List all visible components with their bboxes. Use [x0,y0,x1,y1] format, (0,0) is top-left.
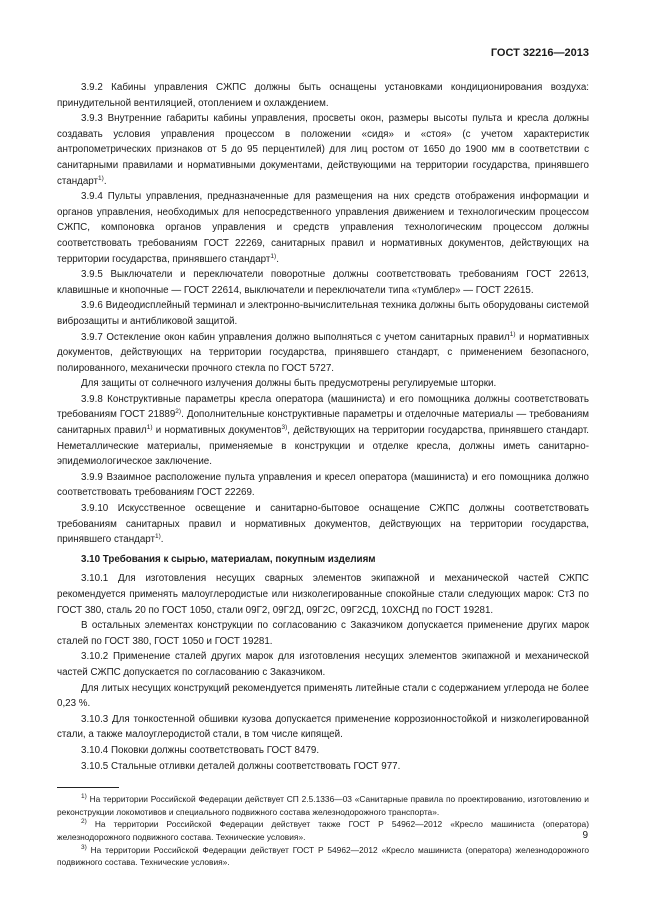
page-number: 9 [582,830,588,841]
paragraph-3-9-10: 3.9.10 Искусственное освещение и санитарно-бытовое оснащение СЖПС должны соответствовать требованиям санитарных правил и нормативных документов, действующих на территории государства, принявшего стандарт$^{1)}$. [57,503,589,546]
footnote-divider [57,787,119,788]
paragraph-3-9-6: 3.9.6 Видеодисплейный терминал и электронно-вычислительная техника должны быть оборудованы системой виброзащиты и антибликовой защитой. [57,300,589,327]
paragraph-3-10-4: 3.10.4 Поковки должны соответствовать ГОСТ 8479. [81,744,320,756]
document-header: ГОСТ 32216—2013 [490,47,589,59]
paragraph-3-9-5: 3.9.5 Выключатели и переключатели поворотные должны соответствовать требованиям ГОСТ 22613, клавишные и кнопочные — ГОСТ 22614, выключатели и переключатели типа «тумблер» — ГОСТ 22615. [57,269,589,296]
paragraph-3-10-5: 3.10.5 Стальные отливки деталей должны соответствовать ГОСТ 977. [81,760,401,772]
paragraph-sun-protection: Для защиты от солнечного излучения должны быть предусмотрены регулируемые шторки. [81,378,497,390]
paragraph-3-9-3: 3.9.3 Внутренние габариты кабины управления, просветы окон, размеры высоты пульта и кресла должны создавать условия управления процессом в положении «сидя» и «стоя» (с учетом характеристик антропометрических признаков от 5 до 95 перцентилей) для лиц ростом от 1650 до 1900 мм в соответствии с санитарными правилами и нормативными документами, действующими на территории государства, принявшего стандарт$^{1)}$. [57,113,589,187]
paragraph-3-9-2: 3.9.2 Кабины управления СЖПС должны быть оснащены установками кондиционирования воздуха: принудительной вентиляцией, отоплением и охлаждением. [57,82,589,109]
paragraph-other-elements: В остальных элементах конструкции по согласованию с Заказчиком допускается применение других марок сталей по ГОСТ 380, ГОСТ 1050 и ГОСТ 19281. [57,620,589,647]
paragraph-3-10-1: 3.10.1 Для изготовления несущих сварных элементов экипажной и механической частей СЖПС рекомендуется применять малоуглеродистые или низколегированные спокойные стали следующих марок: Ст3 по ГОСТ 380, сталь 20 по ГОСТ 1050, стали 09Г2, 09Г2Д, 09Г2С, 09Г2СД, 10ХСНД по ГОСТ 19281. [57,573,589,616]
paragraph-3-9-9: 3.9.9 Взаимное расположение пульта управления и кресел оператора (машиниста) и его помощника должно соответствовать требованиям ГОСТ 22269. [57,471,589,499]
paragraph-3-9-7: 3.9.7 Остекление окон кабин управления должно выполняться с учетом санитарных правил$^{1)}$ и нормативных документов, действующих на территории государства, принявшего стандарт, с применением безопасного, полированного, механически прочного стекла по ГОСТ 5727. [57,330,589,374]
paragraph-cast-structures: Для литых несущих конструкций рекомендуется применять литейные стали с содержанием углерода не более 0,23 %. [57,682,589,710]
paragraph-3-10-2: 3.10.2 Применение сталей других марок для изготовления несущих элементов экипажной и механической частей СЖПС допускается по согласованию с Заказчиком. [57,651,589,678]
section-heading-3-10: 3.10 Требования к сырью, материалам, покупным изделиям [81,553,376,565]
footnote-2: $^{2)}$ На территории Российской Федерации действует также ГОСТ Р 54962—2012 «Кресло машиниста (оператора) железнодорожного подвижного состава. Технические условия». [57,818,589,842]
page-content [57,80,589,869]
paragraph-3-10-3: 3.10.3 Для тонкостенной обшивки кузова допускается применение коррозионностойкой и низколегированной стали, а также малоуглеродистой стали, в том числе кипящей. [57,713,589,741]
paragraph-3-9-4: 3.9.4 Пульты управления, предназначенные для размещения на них средств отображения информации и органов управления, необходимых для непосредственного управления движением и технологическим процессом СЖПС, компоновка органов управления и средств управления технологическим процессом должны соответствовать требованиям ГОСТ 22269, санитарных правил и нормативных документов, действующих на территории государства, принявшего стандарт$^{1)}$. [57,191,589,265]
paragraph-3-9-8: 3.9.8 Конструктивные параметры кресла оператора (машиниста) и его помощника должны соответствовать требованиям ГОСТ 21889$^{2)}$. Дополнительные конструктивные параметры и отделочные материалы — требованиям санитарных правил$^{1)}$ и нормативных документов$^{3)}$, действующих на территории государства, принявшего стандарт. Неметаллические материалы, применяемые в конструкции и отделке кресла, должны иметь санитарно-эпидемиологическое заключение. [57,393,589,468]
footnote-3: $^{3)}$ На территории Российской Федерации действует ГОСТ Р 54962—2012 «Кресло машиниста (оператора) железнодорожного подвижного состава. Технические условия». [57,843,589,868]
footnote-1: $^{1)}$ На территории Российской Федерации действует СП 2.5.1336—03 «Санитарные правила по проектированию, изготовлению и реконструкции локомотивов и специального подвижного состава железнодорожного транспорта». [57,793,589,817]
